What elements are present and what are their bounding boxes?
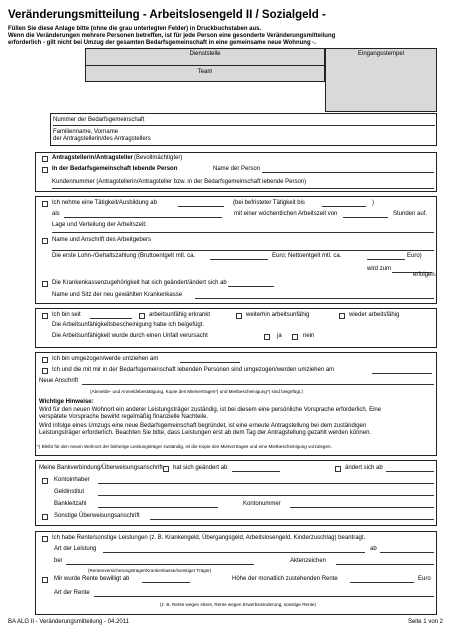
arbeitsunfaehig-label: arbeitsunfähig erkrankt [149,312,211,318]
krank-seit-field[interactable] [90,318,132,319]
name-person-label: Name der Person [213,166,261,172]
footer-right: Seite 1 von 2 [407,619,443,625]
befristet-close: ) [372,200,374,206]
sonstige-field[interactable] [150,519,434,520]
unfall-label: Die Arbeitsunfähigkeit wurde durch einen Unfall verursacht [52,333,208,339]
page-title: Veränderungsmitteilung - Arbeitslosengeld II / Sozialgeld - [8,9,326,21]
antragsteller-label: Antragstellerin/Antragsteller [52,155,134,161]
rente-label: Ich habe Rente/sonstige Leistungen (z. B. Krankengeld, Übergangsgeld, Arbeitslosengeld, Kinderzuschlag) beantragt. [52,535,366,541]
geldinstitut-field[interactable] [98,495,434,496]
geldinstitut-label: Geldinstitut [54,489,85,495]
umzug-label: Ich bin umgezogen/werde umziehen am [52,356,159,362]
aktenzeichen-field[interactable] [336,564,434,565]
kontoinhaber-checkbox[interactable] [42,478,48,484]
bewilligt-datum-field[interactable] [142,582,190,583]
eingangsstempel-label: Eingangsstempel [357,51,405,57]
weiterhin-label: weiterhin arbeitsunfähig [246,312,310,318]
sonstige-checkbox[interactable] [42,514,48,520]
bg-person-checkbox[interactable] [42,167,48,173]
art-leistung-label: Art der Leistung [54,546,97,552]
team-label: Team [197,69,213,75]
unfall-ja-checkbox[interactable] [264,334,270,340]
taetigkeit-label: Ich nehme eine Tätigkeit/Ausbildung ab [52,200,157,206]
footer-left: BA ALG II - Veränderungsmitteilung - 04.2011 [8,619,129,625]
bg-nummer-label: Nummer der Bedarfsgemeinschaft [53,117,145,123]
hinweis-1a: Wird für den neuen Wohnort ein anderer Leistungsträger zuständig, ist bei diesem eine persönliche Vorsprache erforderlich. Eine [39,407,382,413]
stunden-label: Stunden auf. [393,211,428,217]
befristet-datum-field[interactable] [322,206,366,207]
hoehe-field[interactable] [350,582,414,583]
art-leistung-field[interactable] [103,552,365,553]
neue-anschrift-field[interactable] [82,384,434,385]
wochenarbeitszeit-label: mit einer wöchentlichen Arbeitszeit von [234,211,338,217]
geaendert-label: hat sich geändert ab [173,465,228,471]
kundennummer-label: Kundennummer (Antragstellerin/Antragsteller bzw. in der Bedarfsgemeinschaft lebende Person) [52,179,307,185]
bg-person-label: In der Bedarfsgemeinschaft lebende Person [52,166,178,172]
dienststelle-box [85,48,325,82]
bankleitzahl-field[interactable] [98,507,218,508]
unfall-nein-label: nein [303,333,315,339]
eingangsstempel-box [325,48,437,112]
wieder-label: wieder arbeitsfähig [349,312,400,318]
dienststelle-label: Dienststelle [189,51,221,57]
kontoinhaber-label: Kontoinhaber [54,477,90,483]
netto-label: Euro; Nettoentgelt mtl. ca. [272,253,342,259]
lage-field[interactable] [52,232,434,233]
lage-label: Lage und Verteilung der Arbeitszeit: [52,222,147,228]
neue-anschrift-label: Neue Anschrift [39,378,79,384]
brutto-field[interactable] [210,259,268,260]
als-label: als [52,211,60,217]
bg-nummer-field[interactable] [53,125,435,126]
geaendert-checkbox[interactable] [163,466,169,472]
wochenarbeitszeit-field[interactable] [343,217,388,218]
intro-line-2: Wenn die Veränderungen mehrere Personen betreffen, ist für jede Person eine gesonderte Veränderungsmitteilung [8,33,336,39]
name-person-field[interactable] [262,172,434,173]
ab-label: ab [370,546,377,552]
kontoinhaber-field[interactable] [98,483,434,484]
bewilligt-checkbox[interactable] [42,577,48,583]
name-label-1: Familienname, Vorname [53,129,119,135]
bei-label: bei [54,558,63,564]
krankenkasse-name-field[interactable] [195,298,434,299]
krankenkasse-datum-field[interactable] [228,286,274,287]
euro-label: Euro [418,576,431,582]
netto-field[interactable] [367,259,405,260]
hinweis-2b: Leistungsträger erforderlich. Beachten Sie bitte, dass Leistungen erst ab dem Tag der Antragstellung gezahlt werden können. [39,430,372,436]
als-field[interactable] [64,217,222,218]
abmeldung-hint: (Abmelde- und Anmeldebestätigung, Kopie des Mietvertrages*) und Mietbescheinigung*) sind beigefügt.) [90,389,303,394]
aendert-label: ändert sich ab [345,465,383,471]
unfall-nein-checkbox[interactable] [292,334,298,340]
krankenkasse-checkbox[interactable] [42,281,48,287]
krankenkasse-name-label: Name und Sitz der neu gewählten Krankenkasse [52,292,183,298]
umzug-checkbox[interactable] [42,357,48,363]
antragsteller-checkbox[interactable] [42,156,48,162]
sonstige-label: Sonstige Überweisungsanschrift [54,513,140,519]
footnote: *) Bleibt für den neuen Wohnort der bisherige Leistungsträger zuständig, ist die Kopie des Mietvertrages und eine Mietbescheinigung vorzulegen. [37,444,332,449]
bg-umzug-label: Ich und die mit mir in der Bedarfsgemeinschaft lebenden Personen sind umgezogen/werden umziehen am [52,367,335,373]
name-label-2: der Antragstellerin/des Antragstellers [53,136,151,142]
traeger-hint: (Rentenversicherungsträger/Krankenkasse/sonstiger Träger) [88,568,212,573]
arbeitgeber-field[interactable] [52,250,434,251]
aktenzeichen-label: Aktenzeichen [290,558,327,564]
bevollmaechtigter-label: (Bevollmächtigter) [134,155,183,161]
bescheinigung-label: Die Arbeitsunfähigkeitsbescheinigung habe ich beigefügt. [52,322,205,328]
arbeitgeber-checkbox[interactable] [42,238,48,244]
wird-zum-label: wird zum [367,266,392,272]
taetigkeit-datum-field[interactable] [178,206,224,207]
art-rente-field[interactable] [94,596,434,597]
befristet-label: (bei befristeter Tätigkeit bis [233,200,305,206]
wichtig-label: Wichtige Hinweise: [39,399,94,405]
ich-bin-seit-label: Ich bin seit [52,312,81,318]
wieder-checkbox[interactable] [339,313,345,319]
ab-datum-field[interactable] [380,552,434,553]
rente-hint: (z. B. Rente wegen Alters, Rente wegen Erwerbsminderung, sonstige Rente) [160,602,317,607]
hoehe-label: Höhe der monatlich zustehenden Rente [232,576,338,582]
weiterhin-checkbox[interactable] [236,313,242,319]
umzug-datum-field[interactable] [180,362,240,363]
kontonummer-field[interactable] [290,507,434,508]
krank-checkbox[interactable] [42,313,48,319]
arbeitsunfaehig-checkbox[interactable] [139,313,145,319]
geaendert-datum-field[interactable] [232,471,280,472]
intro-line-3: erforderlich - gilt nicht bei Umzug der gesamten Bedarfsgemeinschaft in eine gemeinsame neue Wohnung -. [8,40,316,46]
intro-line-1: Füllen Sie diese Anlage bitte (ohne die grau unterlegten Felder) in Druckbuchstaben aus. [8,26,262,32]
aendert-checkbox[interactable] [335,466,341,472]
rente-checkbox[interactable] [42,536,48,542]
aendert-datum-field[interactable] [386,471,434,472]
kontonummer-label: Kontonummer [243,501,281,507]
taetigkeit-checkbox[interactable] [42,201,48,207]
bg-umzug-checkbox[interactable] [42,368,48,374]
krankenkasse-wechsel-label: Die Krankenkassenzugehörigkeit hat sich geändert/ändert sich ab [52,280,227,286]
erfolgen-label: erfolgen. [413,272,437,278]
bewilligt-label: Mir wurde Rente bewilligt ab [54,576,130,582]
kundennummer-field[interactable] [52,188,434,189]
euro-close-label: Euro) [407,253,422,259]
bankleitzahl-label: Bankleitzahl [54,501,87,507]
bank-label: Meine Bankverbindung/Überweisungsanschrift [39,465,163,471]
lohn-label: Die erste Lohn-/Gehaltszahlung (Bruttoentgelt mtl. ca. [52,253,196,259]
bg-umzug-datum-field[interactable] [372,373,432,374]
arbeitgeber-label: Name und Anschrift des Arbeitgebers [52,237,152,243]
hinweis-2a: Wird infolge eines Umzugs eine neue Bedarfsgemeinschaft begründet, ist eine erneute Antragstellung bei dem zuständigen [39,423,367,429]
unfall-ja-label: ja [277,333,282,339]
art-rente-label: Art der Rente [54,590,90,596]
hinweis-1b: verspätete Vorsprache bewirkt regelmäßig finanzielle Nachteile. [39,414,209,420]
traeger-field[interactable] [66,564,254,565]
